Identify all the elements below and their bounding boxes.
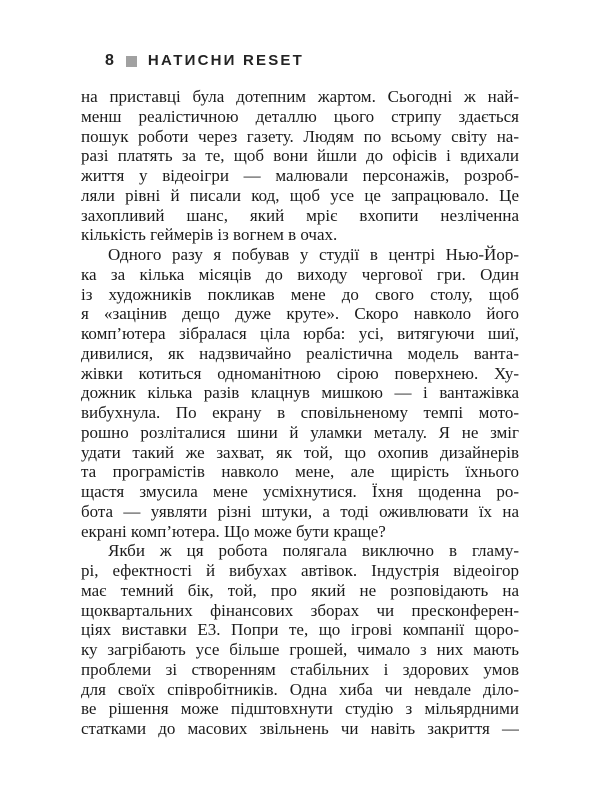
text-line: має темний бік, той, про який не розповідають на (81, 580, 519, 600)
text-line: дивилися, як надзвичайно реалістична модель ванта- (81, 343, 519, 363)
square-bullet-icon (126, 56, 137, 67)
page-text (81, 87, 519, 739)
text-line: ве рішення може підштовхнути студію з мільярдними (81, 699, 519, 719)
text-line: менш реалістичною деталлю цього стрипу здається (81, 106, 519, 126)
text-line: ка за кілька місяців до виходу чергової гри. Один (81, 264, 519, 284)
text-line: пошук роботи через газету. Людям по всьому світу на- (81, 126, 519, 146)
text-line: проблеми зі створенням стабільних і здорових умов (81, 659, 519, 679)
text-line: дожник кілька разів клацнув мишкою — і вантажівка (81, 383, 519, 403)
text-line: вибухнула. По екрану в сповільненому темпі мото- (81, 403, 519, 422)
page-header (105, 53, 304, 69)
text-line: статками до масових звільнень чи навіть закриття — (81, 719, 519, 738)
text-line: життя у відеоігри — малювали персонажів, розроб- (81, 166, 519, 185)
text-line: бота — уявляти різні штуки, а тоді оживлювати їх на (81, 501, 519, 521)
text-line: комп’ютера зібралася ціла юрба: усі, витягуючи шиї, (81, 324, 519, 343)
text-line: на приставці була дотепним жартом. Сьогодні ж най- (81, 87, 519, 106)
text-line: та програмістів навколо мене, але щирість їхнього (81, 462, 519, 482)
text-line: із художників покликав мене до свого столу, щоб (81, 284, 519, 304)
text-line: Одного разу я побував у студії в центрі Нью-Йор- (108, 245, 519, 264)
text-line: щастя змусила мене усміхнутися. Їхня щоденна ро- (81, 482, 519, 501)
text-line: рошно розліталися шини й уламки металу. Я не зміг (81, 422, 519, 442)
text-line: захопливий шанс, який мріє вхопити незліченна (81, 205, 519, 225)
text-line: екрані комп’ютера. Що може бути краще? (81, 521, 386, 541)
text-line: разі платять за те, щоб вони йшли до офісів і вдихали (81, 146, 519, 166)
text-line: щоквартальних фінансових зборах чи пресконферен- (81, 600, 519, 620)
text-line: ціях виставки E3. Попри те, що ігрові компанії щоро- (81, 620, 519, 640)
text-line: Якби ж ця робота полягала виключно в гламу- (108, 541, 519, 561)
text-line: удати такий же захват, як той, що охопив дизайнерів (81, 442, 519, 462)
text-line: ку загрібають усе більше грошей, чимало з них мають (81, 640, 519, 659)
text-line: кількість геймерів із вогнем в очах. (81, 225, 338, 245)
chapter-title: НАТИСНИ RESET (147, 52, 304, 69)
text-line: для своїх співробітників. Одна хиба чи невдале діло- (81, 679, 519, 699)
text-line: жівки котиться одноманітною сірою поверхнею. Ху- (81, 363, 519, 383)
page-number: 8 (105, 52, 115, 69)
text-line: я «зацінив дещо дуже круте». Скоро навколо його (81, 304, 519, 324)
text-line: рі, ефектності й вибухах автівок. Індустрія відеоігор (81, 561, 519, 580)
text-line: ляли рівні й писали код, щоб усе це запрацювало. Це (81, 185, 519, 205)
